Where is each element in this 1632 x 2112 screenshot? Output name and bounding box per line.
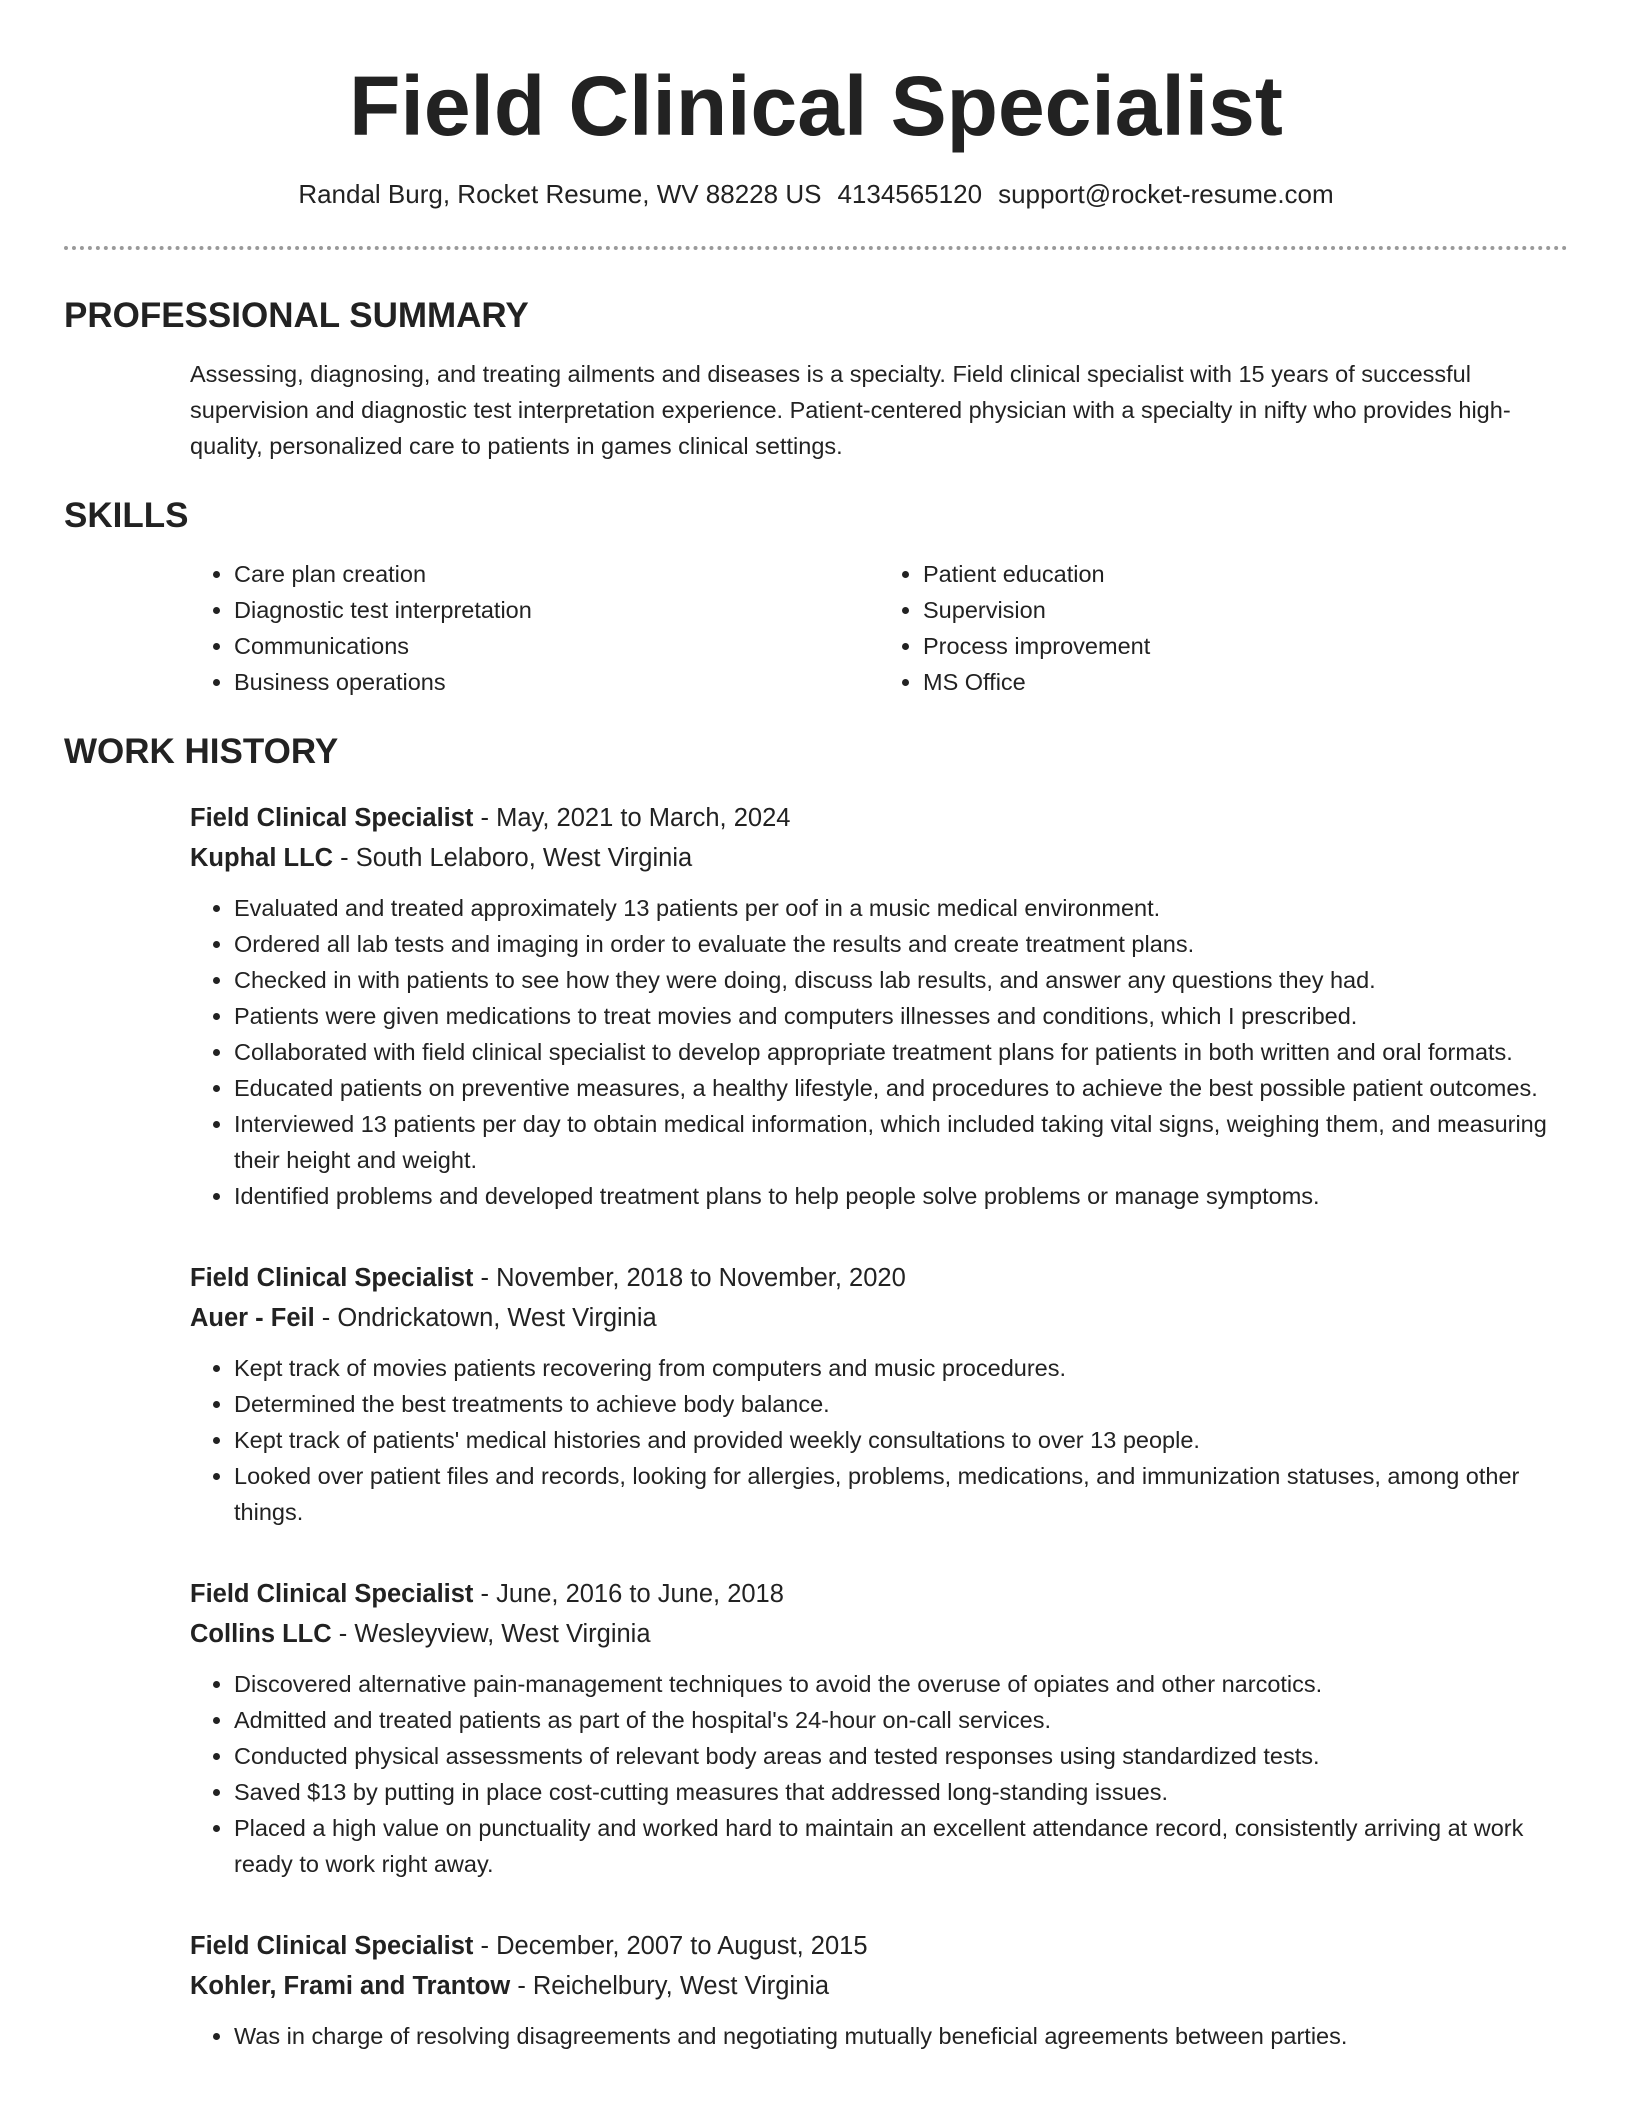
job-company: Collins LLC — [190, 1620, 332, 1648]
job-bullet: • Patients were given medications to treat movies and computers illnesses and conditions, which I prescribed. — [234, 998, 1568, 1034]
skills-column-left — [190, 556, 879, 700]
job-bullet: • Conducted physical assessments of relevant body areas and tested responses using standardized tests. — [234, 1738, 1568, 1774]
contact-email: support@rocket-resume.com — [998, 179, 1334, 209]
job-location: - Ondrickatown, West Virginia — [314, 1304, 657, 1332]
job-bullet: • Checked in with patients to see how they were doing, discuss lab results, and answer any questions they had. — [234, 962, 1568, 998]
job-bullet: • Kept track of patients' medical histories and provided weekly consultations to over 13 people. — [234, 1422, 1568, 1458]
job-bullet: • Identified problems and developed treatment plans to help people solve problems or manage symptoms. — [234, 1178, 1568, 1214]
job-bullets — [190, 1666, 1568, 1882]
job-title: Field Clinical Specialist — [190, 1580, 474, 1608]
job-location: - Reichelbury, West Virginia — [510, 1972, 830, 2000]
job-bullet: • Looked over patient files and records, looking for allergies, problems, medications, and immunization statuses, among other things. — [234, 1458, 1568, 1530]
professional-summary-section — [64, 294, 1568, 464]
skill-item: • Process improvement — [923, 628, 1568, 664]
job-company: Auer - Feil — [190, 1304, 315, 1332]
job-bullet: • Evaluated and treated approximately 13 patients per oof in a music medical environment. — [234, 890, 1568, 926]
skill-item: • Supervision — [923, 592, 1568, 628]
job-title: Field Clinical Specialist — [190, 804, 474, 832]
job-dates: - June, 2016 to June, 2018 — [473, 1580, 784, 1608]
skills-column-right — [879, 556, 1568, 700]
job-title-line — [190, 798, 1568, 838]
job-dates: - May, 2021 to March, 2024 — [473, 804, 791, 832]
job-bullets — [190, 2018, 1568, 2054]
contact-line — [64, 176, 1568, 212]
job-dates: - November, 2018 to November, 2020 — [473, 1264, 906, 1292]
job-company-line — [190, 1966, 1568, 2006]
job-company: Kuphal LLC — [190, 844, 334, 872]
job-location: - South Lelaboro, West Virginia — [333, 844, 693, 872]
job-company-line — [190, 1298, 1568, 1338]
job-bullet: • Kept track of movies patients recovering from computers and music procedures. — [234, 1350, 1568, 1386]
job-bullet: • Educated patients on preventive measures, a healthy lifestyle, and procedures to achieve the best possible patient outcomes. — [234, 1070, 1568, 1106]
job-entry — [190, 798, 1568, 1214]
job-bullet: • Collaborated with field clinical specialist to develop appropriate treatment plans for patients in both written and oral formats. — [234, 1034, 1568, 1070]
job-bullet: • Ordered all lab tests and imaging in order to evaluate the results and create treatment plans. — [234, 926, 1568, 962]
job-bullets — [190, 890, 1568, 1214]
section-heading: WORK HISTORY — [64, 732, 339, 771]
work-history-section — [64, 730, 1568, 2054]
job-dates: - December, 2007 to August, 2015 — [473, 1932, 868, 1960]
section-heading: PROFESSIONAL SUMMARY — [64, 296, 529, 335]
job-company-line — [190, 838, 1568, 878]
skill-item: • Business operations — [234, 664, 879, 700]
job-title-line — [190, 1258, 1568, 1298]
job-company: Kohler, Frami and Trantow — [190, 1972, 511, 2000]
skill-item: • Care plan creation — [234, 556, 879, 592]
header-divider — [64, 246, 1568, 250]
job-entry — [190, 1258, 1568, 1530]
job-entry — [190, 1926, 1568, 2054]
job-bullet: • Discovered alternative pain-management techniques to avoid the overuse of opiates and other narcotics. — [234, 1666, 1568, 1702]
job-bullets — [190, 1350, 1568, 1530]
skill-item: • Patient education — [923, 556, 1568, 592]
skill-item: • Diagnostic test interpretation — [234, 592, 879, 628]
job-title: Field Clinical Specialist — [190, 1932, 474, 1960]
contact-address: Randal Burg, Rocket Resume, WV 88228 US — [298, 179, 822, 209]
job-title-line — [190, 1574, 1568, 1614]
job-bullet: • Saved $13 by putting in place cost-cutting measures that addressed long-standing issues. — [234, 1774, 1568, 1810]
job-title-line — [190, 1926, 1568, 1966]
job-bullet: • Determined the best treatments to achieve body balance. — [234, 1386, 1568, 1422]
skills-grid — [190, 556, 1568, 700]
resume-title: Field Clinical Specialist — [349, 59, 1283, 153]
skill-item: • Communications — [234, 628, 879, 664]
contact-phone: 4134565120 — [837, 179, 983, 209]
job-bullet: • Admitted and treated patients as part of the hospital's 24-hour on-call services. — [234, 1702, 1568, 1738]
job-title: Field Clinical Specialist — [190, 1264, 474, 1292]
job-entry — [190, 1574, 1568, 1882]
job-bullet: • Placed a high value on punctuality and worked hard to maintain an excellent attendance record, consistently arriving at work ready to work right away. — [234, 1810, 1568, 1882]
job-company-line — [190, 1614, 1568, 1654]
resume-header — [64, 0, 1568, 212]
job-location: - Wesleyview, West Virginia — [331, 1620, 651, 1648]
job-bullet: • Interviewed 13 patients per day to obtain medical information, which included taking vital signs, weighing them, and measuring their height and weight. — [234, 1106, 1568, 1178]
job-bullet: • Was in charge of resolving disagreements and negotiating mutually beneficial agreements between parties. — [234, 2018, 1568, 2054]
skills-section — [64, 494, 1568, 700]
summary-text: Assessing, diagnosing, and treating ailments and diseases is a specialty. Field clinical specialist with 15 years of successful supervision and diagnostic test interpretation experience. Patient-centered physician with a specialty in nifty who provides high-quality, personalized care to patients in games clinical settings. — [190, 361, 1511, 459]
section-heading: SKILLS — [64, 496, 189, 535]
skill-item: • MS Office — [923, 664, 1568, 700]
